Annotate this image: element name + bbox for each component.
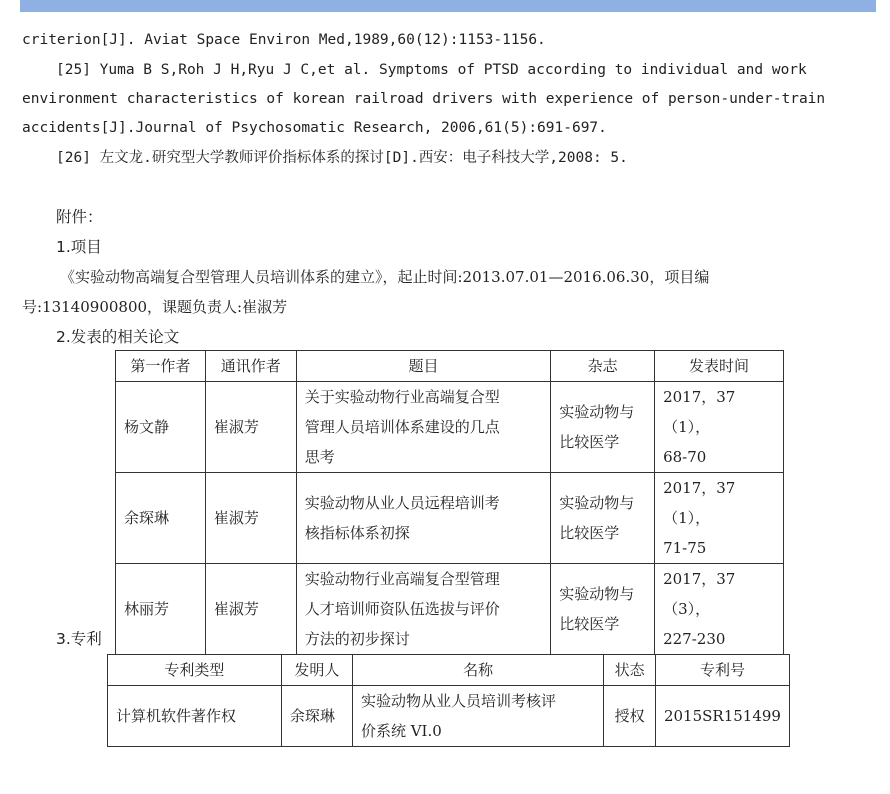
cell-patent-name bbox=[352, 686, 603, 747]
project-description: 《实验动物高端复合型管理人员培训体系的建立》，起止时间:2013.07.01—2016.06.30，项目编 bbox=[60, 268, 710, 286]
title-line: 思考 bbox=[304, 448, 335, 466]
section-patent-heading: 3.专利 bbox=[56, 630, 102, 648]
cell-corresponding: 崔淑芳 bbox=[205, 473, 296, 564]
journal-line: 实验动物与 bbox=[559, 403, 635, 421]
title-line: 实验动物行业高端复合型管理 bbox=[304, 570, 500, 588]
journal-line: 实验动物与 bbox=[559, 494, 635, 512]
reference-25: [25] Yuma B S,Roh J H,Ryu J C,et al. Symptoms of PTSD according to individual and work bbox=[56, 62, 807, 78]
header-patent-number: 专利号 bbox=[655, 655, 789, 686]
papers-table bbox=[115, 350, 784, 655]
date-line: 2017，37（3）， bbox=[663, 570, 736, 618]
date-line: 71-75 bbox=[663, 539, 707, 557]
date-line: 227-230 bbox=[663, 630, 726, 648]
cell-journal bbox=[551, 473, 655, 564]
journal-line: 比较医学 bbox=[559, 615, 620, 633]
cell-journal bbox=[551, 564, 655, 655]
cell-corresponding: 崔淑芳 bbox=[205, 382, 296, 473]
section-project-heading: 1.项目 bbox=[56, 238, 102, 256]
table-header-row bbox=[116, 351, 784, 382]
date-line: 2017，37（1）， bbox=[663, 479, 736, 527]
cell-status: 授权 bbox=[604, 686, 656, 747]
date-line: 68-70 bbox=[663, 448, 707, 466]
journal-line: 比较医学 bbox=[559, 524, 620, 542]
cell-title bbox=[296, 564, 551, 655]
date-line: 2017，37（1）， bbox=[663, 388, 736, 436]
title-line: 实验动物从业人员远程培训考 bbox=[304, 494, 500, 512]
cell-author: 余琛琳 bbox=[116, 473, 206, 564]
header-status: 状态 bbox=[604, 655, 656, 686]
header-corresponding-author: 通讯作者 bbox=[205, 351, 296, 382]
reference-line: criterion[J]. Aviat Space Environ Med,1989,60(12):1153-1156. bbox=[22, 32, 546, 48]
header-name: 名称 bbox=[352, 655, 603, 686]
cell-date bbox=[655, 382, 784, 473]
name-line: 实验动物从业人员培训考核评 bbox=[360, 692, 556, 710]
header-patent-type: 专利类型 bbox=[108, 655, 282, 686]
cell-title bbox=[296, 473, 551, 564]
section-papers-heading: 2.发表的相关论文 bbox=[56, 328, 180, 346]
title-line: 人才培训师资队伍选拔与评价 bbox=[304, 600, 500, 618]
header-journal: 杂志 bbox=[551, 351, 655, 382]
cell-title bbox=[296, 382, 551, 473]
cell-patent-number: 2015SR151499 bbox=[655, 686, 789, 747]
project-description-cont: 号:13140900800，课题负责人:崔淑芳 bbox=[22, 298, 288, 316]
journal-line: 实验动物与 bbox=[559, 585, 635, 603]
header-first-author: 第一作者 bbox=[116, 351, 206, 382]
table-row bbox=[116, 564, 784, 655]
header-title: 题目 bbox=[296, 351, 551, 382]
table-row bbox=[116, 382, 784, 473]
top-color-bar bbox=[20, 0, 876, 12]
reference-line: environment characteristics of korean railroad drivers with experience of person-under-train bbox=[22, 91, 826, 107]
cell-patent-type: 计算机软件著作权 bbox=[108, 686, 282, 747]
patent-table bbox=[107, 654, 790, 747]
cell-corresponding: 崔淑芳 bbox=[205, 564, 296, 655]
table-row bbox=[116, 473, 784, 564]
header-date: 发表时间 bbox=[655, 351, 784, 382]
cell-author: 杨文静 bbox=[116, 382, 206, 473]
cell-journal bbox=[551, 382, 655, 473]
reference-26: [26] 左文龙.研究型大学教师评价指标体系的探讨[D].西安：电子科技大学,2008: 5. bbox=[56, 150, 628, 166]
cell-date bbox=[655, 564, 784, 655]
title-line: 方法的初步探讨 bbox=[304, 630, 410, 648]
cell-author: 林丽芳 bbox=[116, 564, 206, 655]
name-line: 价系统 VI.0 bbox=[360, 722, 442, 740]
reference-line: accidents[J].Journal of Psychosomatic Research, 2006,61(5):691-697. bbox=[22, 120, 607, 136]
cell-date bbox=[655, 473, 784, 564]
journal-line: 比较医学 bbox=[559, 433, 620, 451]
appendix-title: 附件： bbox=[56, 208, 103, 226]
title-line: 管理人员培训体系建设的几点 bbox=[304, 418, 500, 436]
header-inventor: 发明人 bbox=[281, 655, 352, 686]
cell-inventor: 余琛琳 bbox=[281, 686, 352, 747]
table-header-row bbox=[108, 655, 790, 686]
title-line: 核指标体系初探 bbox=[304, 524, 410, 542]
table-row bbox=[108, 686, 790, 747]
title-line: 关于实验动物行业高端复合型 bbox=[304, 388, 500, 406]
